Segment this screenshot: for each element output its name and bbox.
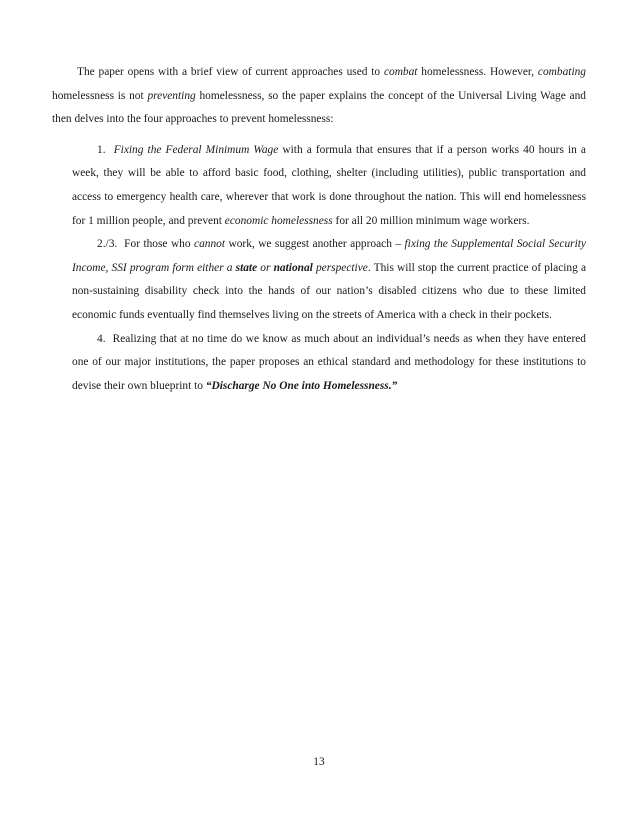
intro-text: homelessness, so the paper explains the concept of the Universal Living Wage and then delves into the four approaches to prevent homelessness: bbox=[52, 89, 586, 126]
item-number: 1. bbox=[97, 143, 106, 156]
item-text: . This will stop the current practice of placing a non-sustaining disability check into the hands of our nation’s disabled citizens who due to these limited economic funds eventually find themselves living on the streets of America with a check in their pockets. bbox=[72, 261, 587, 321]
item-text: work, we suggest another approach – bbox=[225, 238, 405, 251]
list-item-2-3 bbox=[72, 233, 586, 327]
list-item-1 bbox=[72, 139, 586, 233]
intro-emphasis: combat bbox=[383, 66, 418, 78]
item-strong-emphasis: national bbox=[273, 261, 313, 274]
page-number: 13 bbox=[313, 756, 325, 768]
item-emphasis: fixing the Supplemental Social Security Income, SSI program form either a bbox=[72, 238, 586, 274]
item-emphasis: economic homelessness bbox=[224, 214, 333, 227]
intro-emphasis: combating bbox=[537, 66, 586, 78]
item-text: with a formula that ensures that if a person works 40 hours in a week, they will be able to afford basic food, clothing, shelter (including utilities), public transportation and access to emergency health care, wherever that work is done throughout the nation. This will end homelessness for 1 million people, and prevent bbox=[72, 143, 586, 227]
intro-text: homelessness is not bbox=[52, 89, 148, 102]
item-emphasis: Fixing the Federal Minimum Wage bbox=[113, 143, 279, 156]
item-emphasis: cannot bbox=[194, 238, 226, 251]
intro-emphasis: preventing bbox=[147, 89, 196, 102]
intro-text: The paper opens with a brief view of current approaches used to bbox=[77, 66, 384, 78]
item-text: Realizing that at no time do we know as much about an individual’s needs as when they have entered one of our major institutions, the paper proposes an ethical standard and methodology for these institutions to devise their own blueprint to bbox=[72, 332, 586, 392]
item-strong-emphasis: state bbox=[235, 261, 258, 274]
item-number: 4. bbox=[97, 332, 106, 345]
intro-text: homelessness. However, bbox=[417, 66, 538, 78]
item-number: 2./3. bbox=[97, 238, 118, 251]
approach-list bbox=[52, 139, 586, 399]
body-text bbox=[52, 61, 586, 398]
item-text: For those who bbox=[124, 238, 195, 251]
item-emphasis: perspective bbox=[312, 261, 368, 274]
item-text: for all 20 million minimum wage workers. bbox=[332, 214, 530, 227]
item-emphasis: or bbox=[257, 261, 274, 274]
intro-paragraph bbox=[52, 61, 586, 132]
list-item-4 bbox=[72, 328, 586, 399]
item-strong-emphasis: “Discharge No One into Homelessness.” bbox=[205, 379, 398, 392]
